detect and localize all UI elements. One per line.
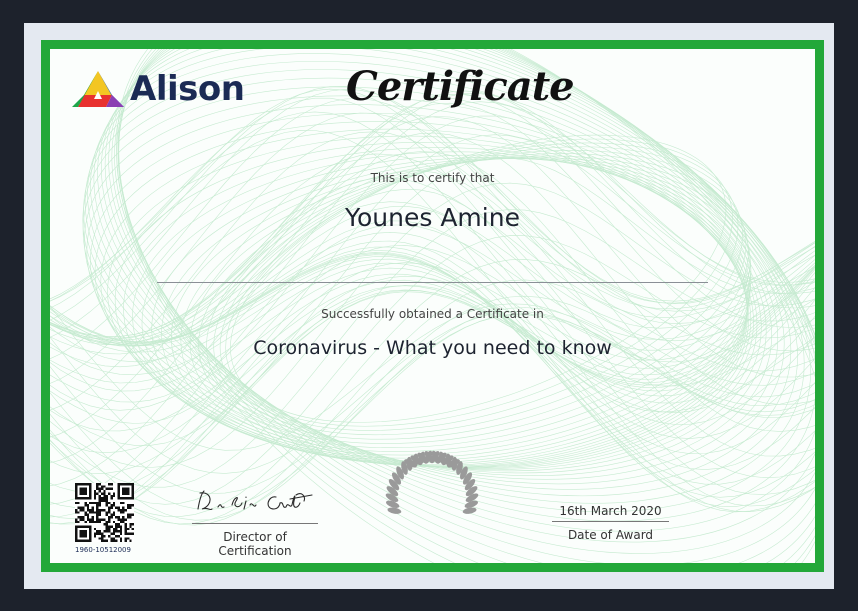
signature-role: Director of Certification	[218, 530, 292, 558]
certificate-paper	[50, 49, 815, 563]
name-divider	[157, 282, 708, 283]
laurel-wreath-icon	[381, 447, 483, 547]
award-date: 16th March 2020	[559, 504, 662, 518]
course-name: Coronavirus - What you need to know	[253, 337, 612, 359]
brand-name: Alison	[130, 69, 245, 109]
date-line	[552, 521, 669, 522]
qr-code	[75, 483, 134, 542]
alison-logo-icon	[72, 69, 124, 109]
certificate-title: Certificate	[346, 63, 574, 110]
recipient-name: Younes Amine	[345, 203, 520, 232]
award-date-label: Date of Award	[567, 528, 654, 542]
certify-text: This is to certify that	[370, 171, 495, 185]
obtained-text: Successfully obtained a Certificate in	[321, 307, 544, 321]
award-date-block	[552, 504, 669, 542]
signature-block	[192, 487, 318, 558]
signature-line	[192, 523, 318, 524]
signature-image	[192, 487, 318, 517]
qr-code-id: 1960-10512009	[75, 546, 131, 554]
alison-logo	[72, 69, 244, 109]
